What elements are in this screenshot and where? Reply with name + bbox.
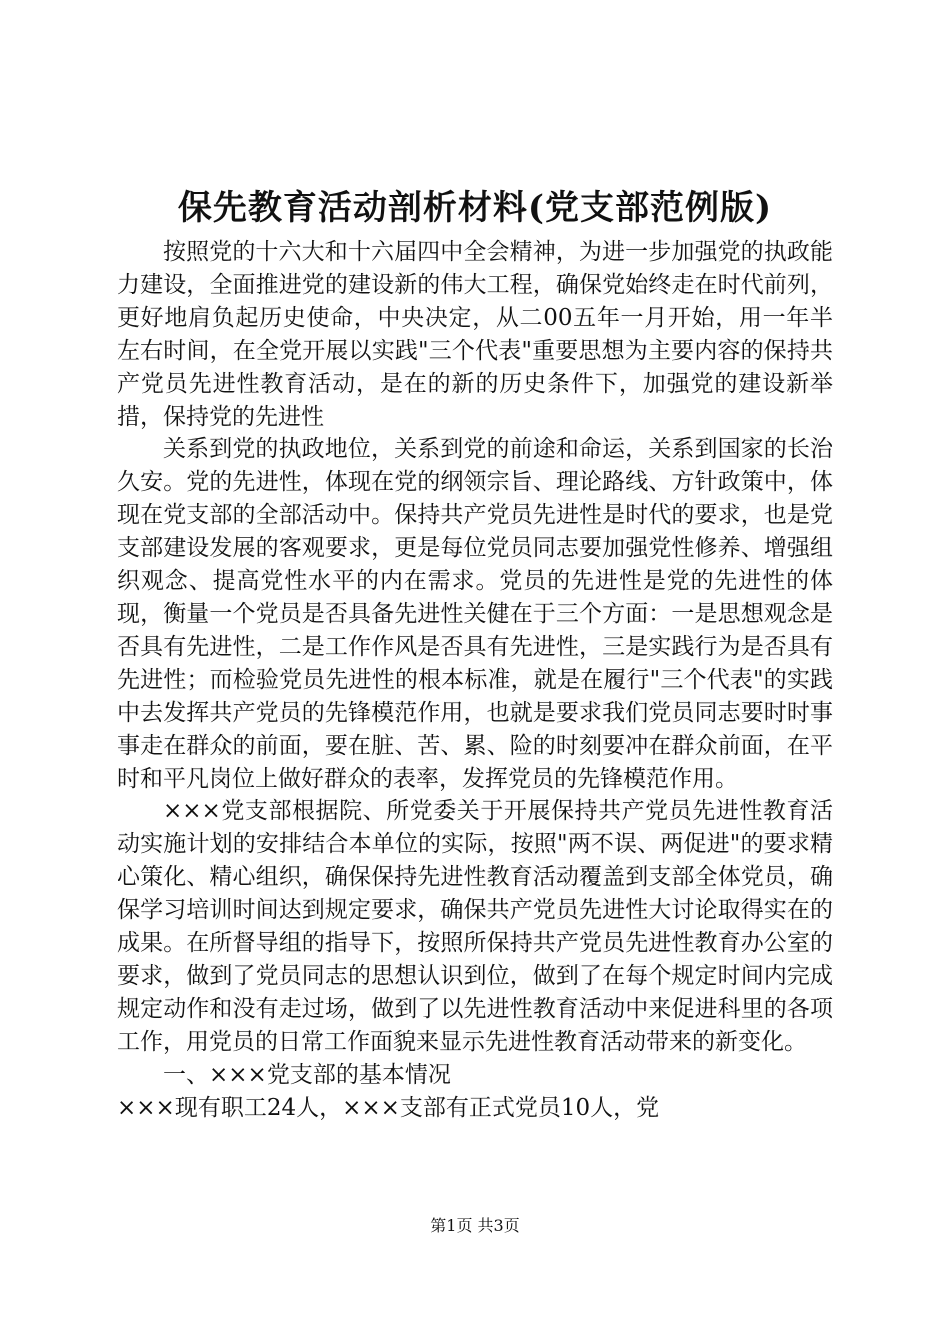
- document-body: [117, 236, 833, 1124]
- paragraph-branch-activities: ×××党支部根据院、所党委关于开展保持共产党员先进性教育活动实施计划的安排结合本单位的实际，按照"两不误、两促进"的要求精心策化、精心组织，确保保持先进性教育活动覆盖到支部全体党员，确保学习培训时间达到规定要求，确保共产党员先进性大讨论取得实在的成果。在所督导组的指导下，按照所保持共产党员先进性教育办公室的要求，做到了党员同志的思想认识到位，做到了在每个规定时间内完成规定动作和没有走过场，做到了以先进性教育活动中来促进科里的各项工作，用党员的日常工作面貌来显示先进性教育活动带来的新变化。: [117, 798, 833, 1055]
- paragraph-significance: 关系到党的执政地位，关系到党的前途和命运，关系到国家的长治久安。党的先进性，体现在党的纲领宗旨、理论路线、方针政策中，体现在党支部的全部活动中。保持共产党员先进性是时代的要求，也是党支部建设发展的客观要求，更是每位党员同志要加强党性修养、增强组织观念、提高党性水平的内在需求。党员的先进性是党的先进性的体现，衡量一个党员是否具备先进性关健在于三个方面：一是思想观念是否具有先进性，二是工作作风是否具有先进性，三是实践行为是否具有先进性；而检验党员先进性的根本标准，就是在履行"三个代表"的实践中去发挥共产党员的先锋模范作用，也就是要求我们党员同志要时时事事走在群众的前面，要在脏、苦、累、险的时刻要冲在群众前面，在平时和平凡岗位上做好群众的表率，发挥党员的先锋模范作用。: [117, 436, 833, 792]
- document-title: 保先教育活动剖析材料(党支部范例版): [177, 188, 773, 228]
- paragraph-intro: 按照党的十六大和十六届四中全会精神，为进一步加强党的执政能力建设，全面推进党的建设新的伟大工程，确保党始终走在时代前列，更好地肩负起历史使命，中央决定，从二00五年一月开始，用一年半左右时间，在全党开展以实践"三个代表"重要思想为主要内容的保持共产党员先进性教育活动，是在的新的历史条件下，加强党的建设新举措，保持党的先进性: [117, 239, 833, 430]
- section-heading-basic-info: 一、×××党支部的基本情况: [163, 1061, 451, 1088]
- page-footer: 第1页 共3页: [430, 1216, 520, 1235]
- paragraph-staff-count: ×××现有职工24人，×××支部有正式党员10人，党: [117, 1094, 660, 1121]
